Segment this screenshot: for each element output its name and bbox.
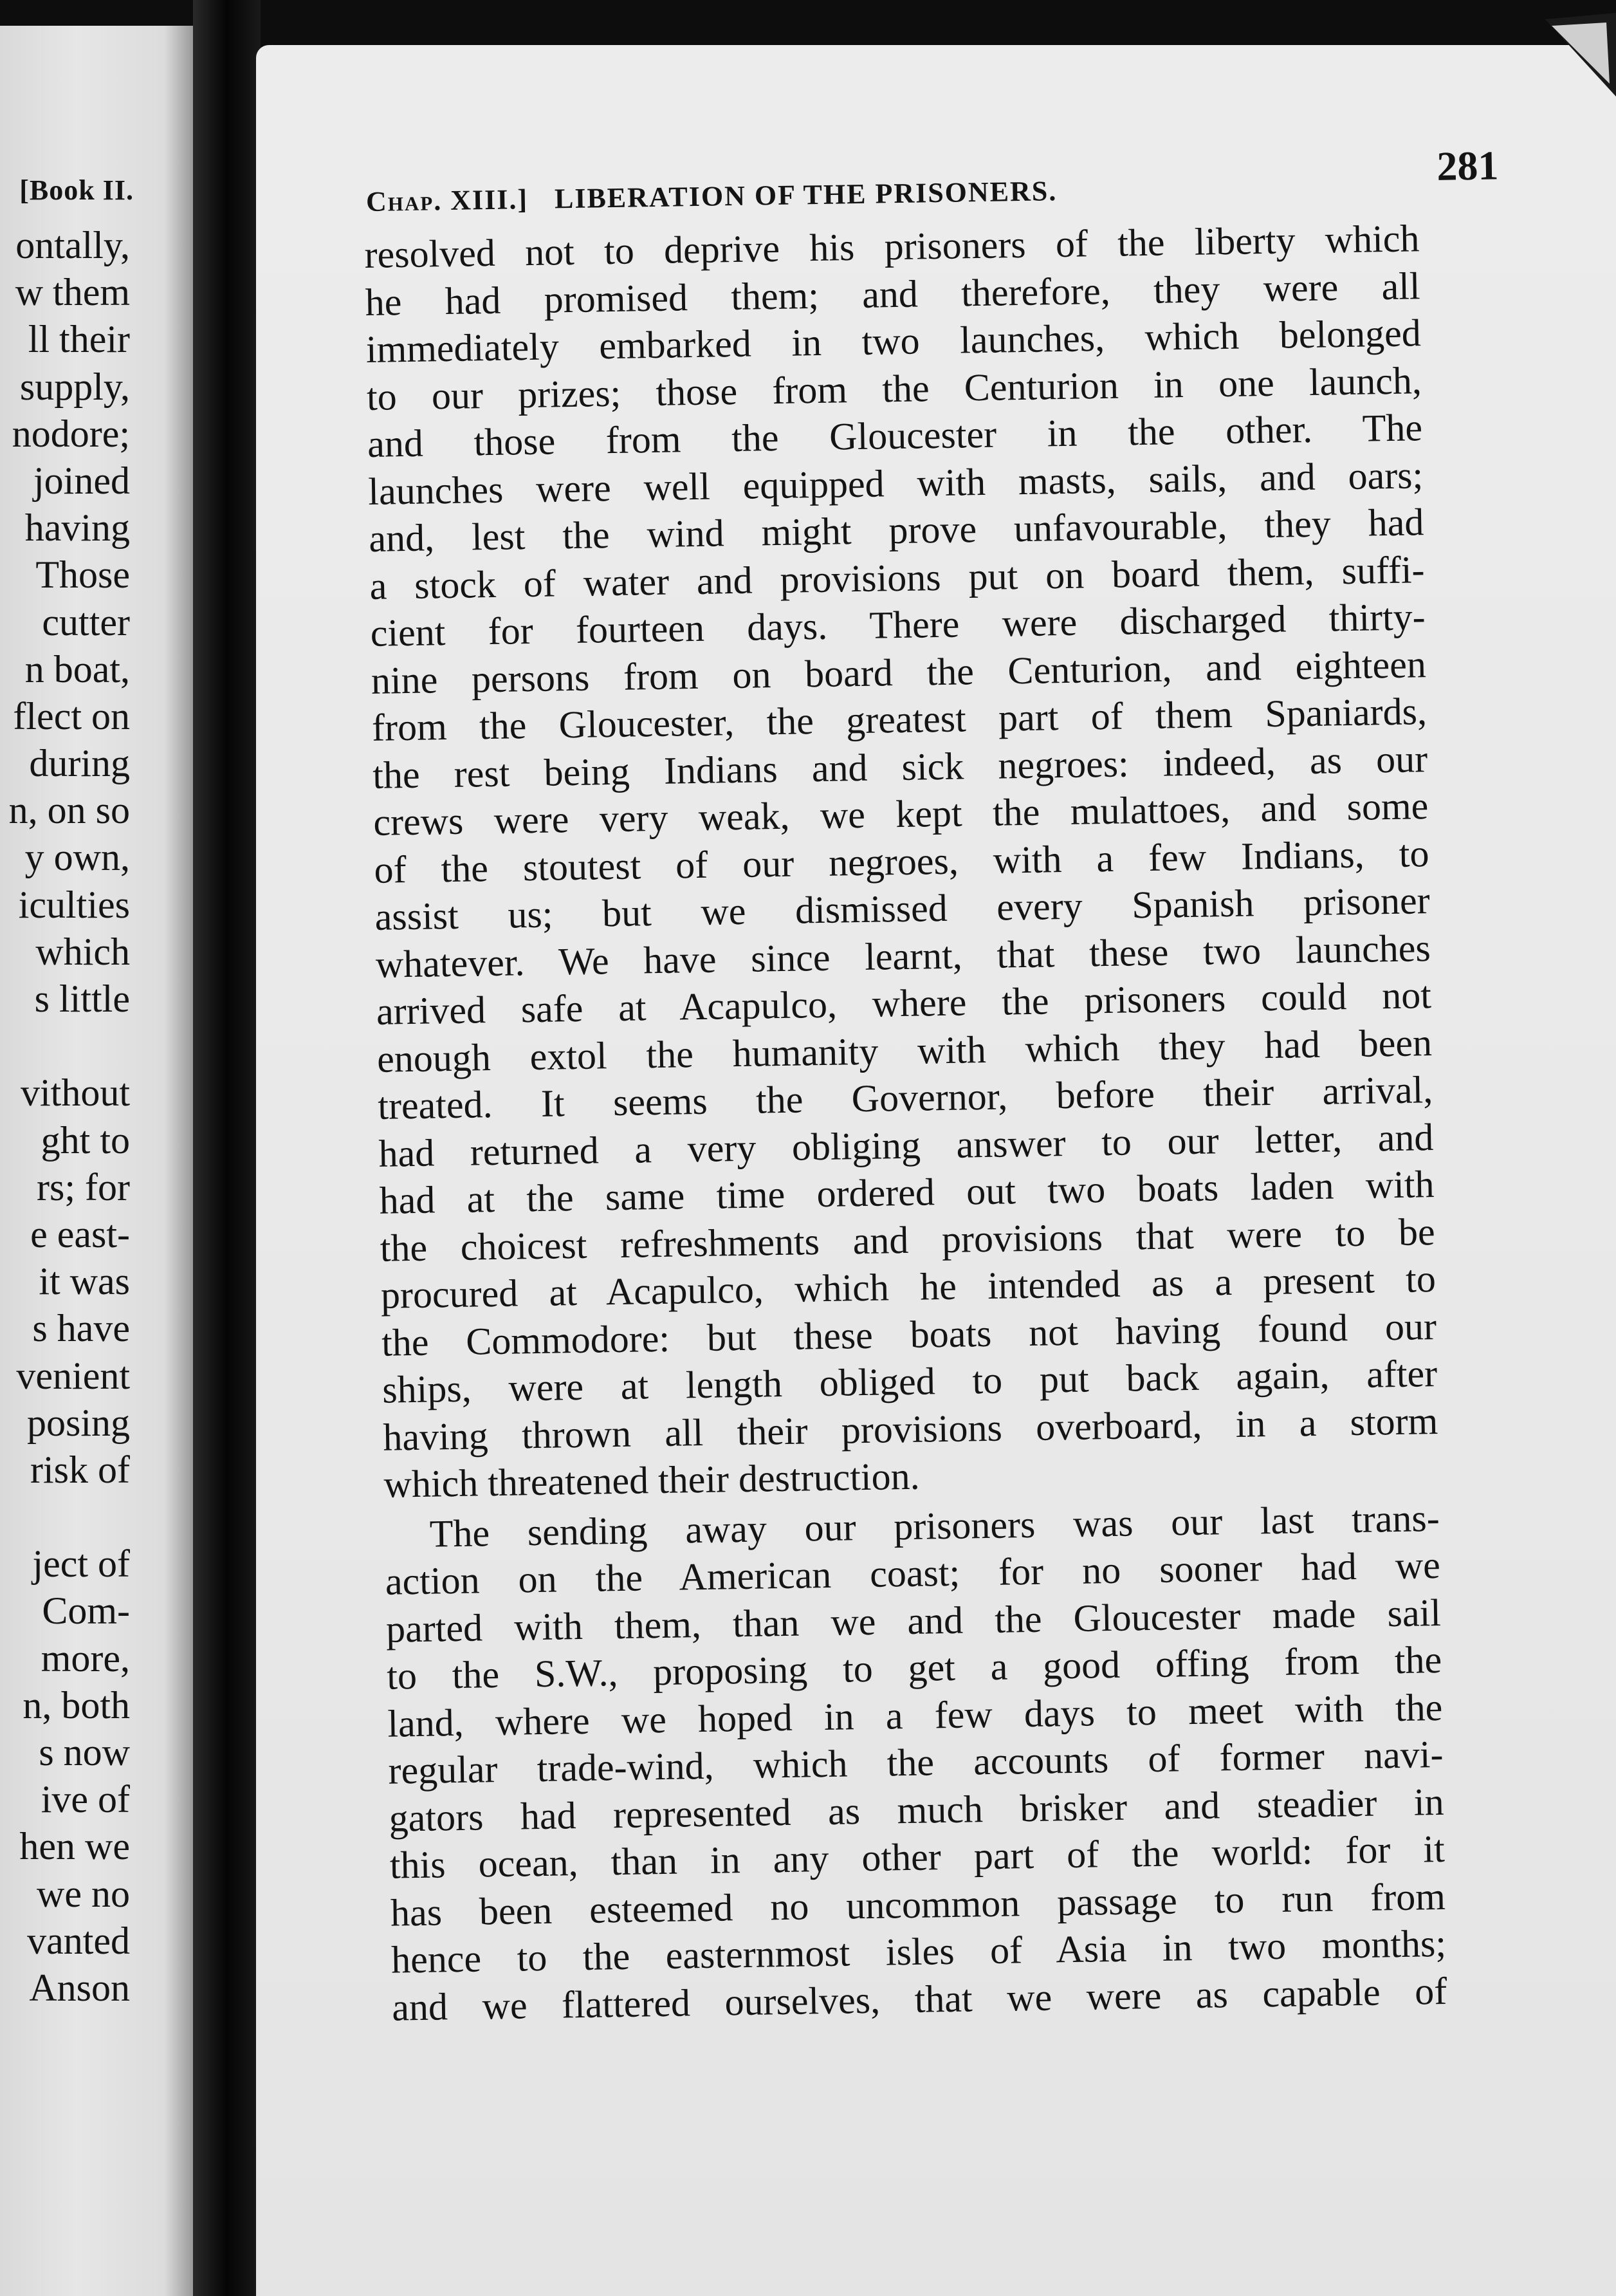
text-line: nine persons from on board the Centurion, and eighteen	[371, 642, 1427, 702]
facing-page-running-head: [Book II.	[19, 174, 134, 206]
folded-corner-icon	[1545, 13, 1616, 97]
text-line: hence to the easternmost isles of Asia in two months;	[390, 1921, 1447, 1981]
text-line: treated. It seems the Governor, before their arrival,	[377, 1068, 1433, 1127]
page-body	[364, 215, 1447, 2031]
facing-page-line	[9, 1494, 130, 1541]
text-line: the Commodore: but these boats not having found our	[381, 1304, 1437, 1364]
chapter-title: LIBERATION OF THE PRISONERS.	[554, 175, 1058, 215]
facing-page-line: ontally,	[15, 224, 130, 266]
facing-page-line: during	[29, 742, 130, 785]
facing-page-line: posing	[26, 1401, 130, 1444]
facing-page-line: vanted	[27, 1919, 130, 1962]
facing-page-line: Anson	[29, 1966, 130, 2009]
facing-page-line: cutter	[42, 600, 130, 643]
facing-page-fragment	[0, 26, 193, 2296]
text-line: resolved not to deprive his prisoners of the liberty which	[364, 217, 1420, 276]
text-line: to the S.W., proposing to get a good offing from the	[386, 1638, 1442, 1698]
facing-page-text	[9, 222, 130, 2012]
facing-page-line: joined	[33, 459, 130, 502]
facing-page-line: nodore;	[12, 412, 130, 455]
text-line: immediately embarked in two launches, which belonged	[365, 311, 1422, 371]
text-line: The sending away our prisoners was our last trans-	[429, 1496, 1440, 1555]
text-line: cient for fourteen days. There were discharged thirty-	[370, 595, 1426, 654]
facing-page-line: flect on	[13, 694, 130, 737]
text-line: from the Gloucester, the greatest part of them Spaniards,	[371, 690, 1428, 749]
facing-page-line: s now	[39, 1731, 130, 1773]
facing-page-line: venient	[16, 1354, 130, 1397]
facing-page-line: iculties	[18, 883, 130, 926]
text-line: land, where we hoped in a few days to meet with the	[387, 1685, 1443, 1745]
facing-page-line: supply,	[19, 365, 130, 408]
text-line: he had promised them; and therefore, they were all	[365, 264, 1421, 324]
text-line: and those from the Gloucester in the other. The	[367, 406, 1423, 465]
text-line: of the stoutest of our negroes, with a few Indians, to	[374, 831, 1429, 891]
running-head	[366, 174, 1058, 218]
facing-page-line: s have	[32, 1307, 130, 1350]
text-line: and we flattered ourselves, that we were as capable of	[391, 1969, 1447, 2029]
facing-page-line: n, on so	[8, 789, 130, 832]
text-line: ships, were at length obliged to put back again, after	[381, 1352, 1438, 1411]
facing-page-line: Com-	[42, 1589, 130, 1633]
text-line: launches were well equipped with masts, sails, and oars;	[367, 453, 1424, 513]
facing-page-line: vithout	[20, 1071, 130, 1115]
facing-page-line: s little	[34, 977, 130, 1020]
text-line: having thrown all their provisions overboard, in a storm	[382, 1399, 1438, 1459]
text-line: crews were very weak, we kept the mulattoes, and some	[372, 784, 1429, 844]
text-line: enough extol the humanity with which they had been	[376, 1021, 1433, 1080]
paragraph	[364, 215, 1439, 1508]
text-line: whatever. We have since learnt, that these two launches	[375, 926, 1431, 986]
facing-page-line: e east-	[30, 1212, 130, 1255]
facing-page-line: rs; for	[37, 1165, 130, 1208]
text-line: had at the same time ordered out two boats laden with	[379, 1163, 1435, 1222]
facing-page-line: having	[24, 506, 130, 550]
facing-page-line: w them	[15, 271, 130, 314]
facing-page-line: n boat,	[24, 647, 130, 690]
facing-page-line: ive of	[41, 1778, 130, 1821]
facing-page-line	[9, 1023, 130, 1069]
facing-page-line: y own,	[24, 836, 130, 879]
text-line: and, lest the wind might prove unfavourable, they had	[368, 501, 1424, 560]
text-line: arrived safe at Acapulco, where the prisoners could not	[376, 974, 1432, 1033]
facing-page-line: ll their	[28, 318, 130, 361]
facing-page-line: we no	[37, 1872, 130, 1915]
page-number: 281	[1436, 142, 1499, 189]
book-page	[256, 45, 1616, 2296]
facing-page-line: more,	[41, 1636, 130, 1680]
text-line: the rest being Indians and sick negroes: indeed, as our	[372, 737, 1428, 797]
text-line: procured at Acapulco, which he intended as a present to	[380, 1257, 1437, 1317]
chapter-label: Chap. XIII.]	[365, 183, 529, 218]
paragraph	[384, 1494, 1447, 2031]
text-line: parted with them, than we and the Gloucester made sail	[385, 1591, 1442, 1651]
text-line: action on the American coast; for no sooner had we	[385, 1543, 1441, 1603]
facing-page-line: ght to	[41, 1118, 130, 1162]
text-line: has been esteemed no uncommon passage to run from	[390, 1875, 1446, 1934]
text-line: which threatened their destruction.	[383, 1454, 921, 1506]
facing-page-line: n, both	[23, 1683, 130, 1727]
text-line: assist us; but we dismissed every Spanish prisoner	[374, 879, 1431, 938]
text-line: the choicest refreshments and provisions that were to be	[380, 1210, 1436, 1270]
text-line: to our prizes; those from the Centurion in one launch,	[366, 358, 1422, 418]
facing-page-line: ject of	[32, 1542, 130, 1586]
facing-page-line: risk of	[30, 1448, 130, 1491]
text-line: gators had represented as much brisker and steadier in	[389, 1780, 1445, 1840]
facing-page-line: it was	[39, 1260, 130, 1303]
text-line: regular trade-wind, which the accounts of former navi-	[388, 1732, 1444, 1792]
text-line: had returned a very obliging answer to our letter, and	[378, 1115, 1434, 1175]
book-gutter	[193, 0, 261, 2296]
text-line: this ocean, than in any other part of the world: for it	[389, 1827, 1446, 1887]
facing-page-line: Those	[35, 553, 130, 597]
text-line: a stock of water and provisions put on board them, suffi-	[369, 548, 1425, 607]
page-header	[365, 141, 1537, 224]
facing-page-line: which	[35, 930, 130, 973]
facing-page-line: hen we	[19, 1825, 130, 1868]
